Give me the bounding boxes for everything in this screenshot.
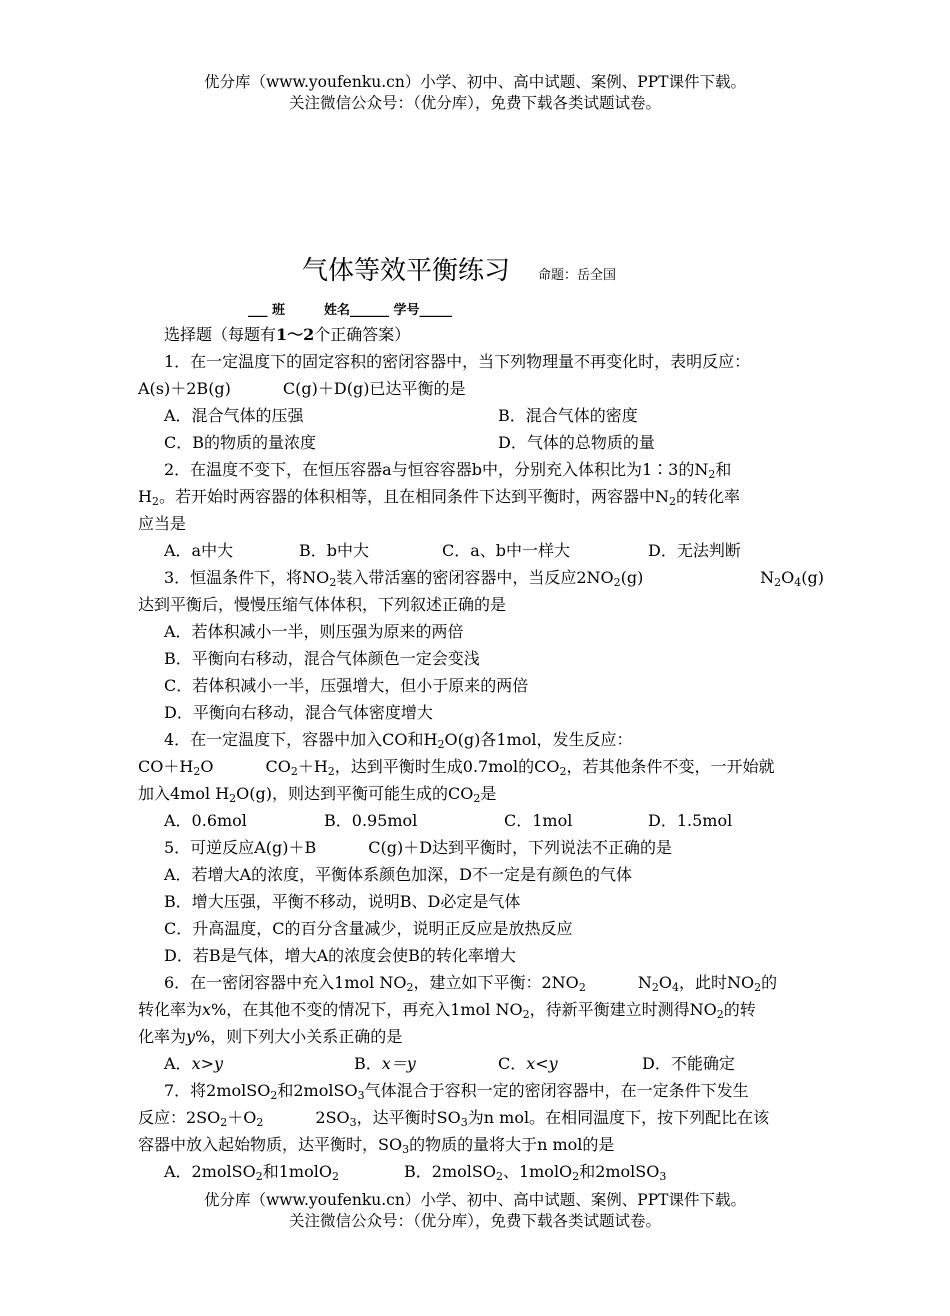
q1-options-row-1 [138,402,824,429]
q6-options-row [138,1050,824,1077]
q6-option-b: B．x＝y [354,1054,416,1073]
title-author: 命题：岳全国 [538,268,617,283]
q4-stem-line-2: $CO+H_2O$ $CO_2+H_2$，达到平衡时生成0.7mol的$CO_2$，若其他条件不变，一开始就 [138,757,775,778]
q4-stem-line-3: 加入4mol $H_2O(g)$，则达到平衡可能生成的$CO_2$是 [138,784,497,805]
q5-option-d: D．若B是气体，增大A的浓度会使B的转化率增大 [164,946,516,965]
page-footer [0,1190,950,1232]
q6-option-c: C．x<y [498,1054,558,1073]
q1-option-c: C．B的物质的量浓度 [164,433,317,452]
page-header [0,72,950,114]
q6-stem-line-3: 化率为y%，则下列大小关系正确的是 [138,1027,403,1046]
q7-option-b: B．2molSO$_2$、1molO$_2$和2molSO$_3$ [404,1162,667,1183]
q3-stem-line-1: 3．恒温条件下，将$NO_2$装入带活塞的密闭容器中，当反应$2NO_2(g)$ $N_2O_4(g)$ [164,568,824,589]
q2-option-c: C．a、b中一样大 [442,541,571,560]
q4-option-d: D．1.5mol [648,811,733,830]
q2-option-a: A．a中大 [164,541,234,560]
q1-options-row-2 [138,429,824,456]
question-list [138,321,824,1185]
q4-stem-line-1: 4．在一定温度下，容器中加入CO和$H_2O(g)$各1mol，发生反应： [164,730,633,751]
section-heading: 选择题（每题有1～2个正确答案） [164,325,411,344]
q7-stem-line-3: 容器中放入起始物质，达平衡时，$SO_3$的物质的量将大于n mol的是 [138,1135,615,1156]
q5-option-a: A．若增大A的浓度，平衡体系颜色加深，D不一定是有颜色的气体 [164,865,632,884]
q7-options-row [138,1158,824,1185]
header-line-1: 优分库（www.youfenku.cn）小学、初中、高中试题、案例、PPT课件下载。 [203,73,747,91]
q7-stem-line-2: 反应：$2SO_2+O_2$ $2SO_3$，达平衡时$SO_3$为n mol。在相同温度下，按下列配比在该 [138,1108,770,1129]
q4-option-b: B．0.95mol [324,811,418,830]
footer-line-1: 优分库（www.youfenku.cn）小学、初中、高中试题、案例、PPT课件下载。 [203,1191,747,1209]
q2-option-b: B．b中大 [299,541,370,560]
q1-stem-line-2: A(s)＋2B(g) C(g)＋D(g)已达平衡的是 [138,379,466,398]
q7-stem-line-1: 7．将2molSO$_2$和2molSO$_3$气体混合于容积一定的密闭容器中，在一定条件下发生 [164,1081,749,1102]
q5-stem-line-1: 5．可逆反应A(g)＋B C(g)＋D达到平衡时，下列说法不正确的是 [164,838,673,857]
q4-option-a: A．0.6mol [164,811,247,830]
q5-option-c: C．升高温度，C的百分含量减少，说明正反应是放热反应 [164,919,573,938]
q2-option-d: D．无法判断 [648,541,741,560]
q3-option-b: B．平衡向右移动，混合气体颜色一定会变浅 [164,649,480,668]
q3-option-c: C．若体积减小一半，压强增大，但小于原来的两倍 [164,676,529,695]
q6-option-a: A．x>y [164,1054,224,1073]
q1-option-a: A．混合气体的压强 [164,406,304,425]
q6-stem-line-1: 6．在一密闭容器中充入1mol $NO_2$，建立如下平衡：$2NO_2$ $N_2O_4$，此时$NO_2$的 [164,973,778,994]
footer-line-2: 关注微信公众号：（优分库），免费下载各类试题试卷。 [288,1212,661,1230]
q1-stem-line-1: 1．在一定温度下的固定容积的密闭容器中，当下列物理量不再变化时，表明反应： [164,352,751,371]
q2-stem-line-3: 应当是 [138,514,187,533]
q2-stem-line-1: 2．在温度不变下，在恒压容器a与恒容容器b中，分别充入体积比为1∶3的$N_2$和 [164,460,732,481]
q6-stem-line-2: 转化率为x%，在其他不变的情况下，再充入1mol $NO_2$，待新平衡建立时测得$NO_2$的转 [138,1000,756,1021]
q1-option-d: D．气体的总物质的量 [498,433,655,452]
q7-option-a: A．2molSO$_2$和1molO$_2$ [164,1162,339,1183]
q2-stem-line-2: $H_2$。若开始时两容器的体积相等，且在相同条件下达到平衡时，两容器中$N_2$的转化率 [138,487,740,508]
q2-options-row [138,537,824,564]
q4-option-c: C．1mol [504,811,573,830]
q3-option-d: D．平衡向右移动，混合气体密度增大 [164,703,433,722]
header-line-2: 关注微信公众号：（优分库），免费下载各类试题试卷。 [288,94,661,112]
q3-option-a: A．若体积减小一半，则压强为原来的两倍 [164,622,464,641]
q1-option-b: B．混合气体的密度 [498,406,638,425]
q6-option-d: D．不能确定 [642,1054,735,1073]
student-info-line: ___ 班 姓名______ 学号_____ [248,303,453,318]
title-main: 气体等效平衡练习 [302,256,511,286]
q5-option-b: B．增大压强，平衡不移动，说明B、D必定是气体 [164,892,521,911]
q3-stem-line-2: 达到平衡后，慢慢压缩气体体积，下列叙述正确的是 [138,595,507,614]
document-title [302,250,616,287]
q4-options-row [138,807,824,834]
